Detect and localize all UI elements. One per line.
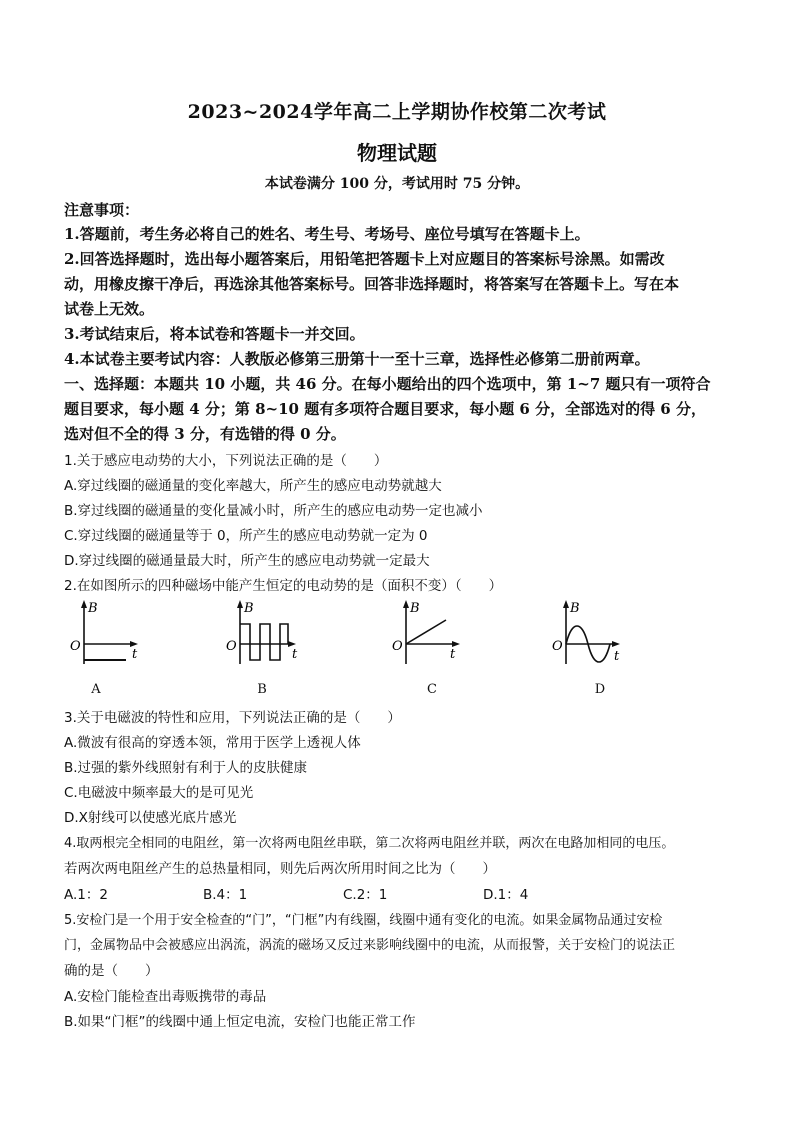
exam-subtitle: 物理试题 xyxy=(357,141,437,165)
note-2c: 试卷上无效。 xyxy=(64,300,155,318)
exam-title: 2023~2024学年高二上学期协作校第二次考试 xyxy=(187,101,607,123)
q4-option-d: D.1：4 xyxy=(483,887,529,903)
q1-option-b: B.穿过线圈的磁通量的变化量减小时，所产生的感应电动势一定也减小 xyxy=(64,503,483,519)
q3-option-b: B.过强的紫外线照射有利于人的皮肤健康 xyxy=(64,760,308,776)
q5-option-a: A.安检门能检查出毒贩携带的毒品 xyxy=(64,989,267,1005)
exam-info: 本试卷满分 100 分，考试用时 75 分钟。 xyxy=(264,176,530,192)
note-3: 3.考试结束后，将本试卷和答题卡一并交回。 xyxy=(64,325,365,343)
q3-stem: 3.关于电磁波的特性和应用，下列说法正确的是（ ） xyxy=(64,710,401,726)
graph-d-origin: O xyxy=(552,639,563,654)
notes-heading: 注意事项： xyxy=(64,201,140,219)
note-1: 1.答题前，考生务必将自己的姓名、考生号、考场号、座位号填写在答题卡上。 xyxy=(64,225,590,243)
section1-line-2: 题目要求，每小题 4 分；第 8~10 题有多项符合题目要求，每小题 6 分，全部选对的得 6 分， xyxy=(64,400,706,418)
graph-d xyxy=(544,598,634,670)
q3-option-c: C.电磁波中频率最大的是可见光 xyxy=(64,785,254,801)
graph-a-label: A xyxy=(91,682,101,697)
graph-a-origin: O xyxy=(70,639,81,654)
q5-line-1: 5.安检门是一个用于安全检查的“门”，“门框”内有线圈，线圈中通有变化的电流。如果金属物品通过安检 xyxy=(64,913,663,928)
q4-option-b: B.4：1 xyxy=(203,887,248,903)
graph-b xyxy=(218,598,308,670)
q4-option-c: C.2：1 xyxy=(343,887,388,903)
graph-a-x-label: t xyxy=(132,647,138,662)
section1-line-1: 一、选择题：本题共 10 小题，共 46 分。在每小题给出的四个选项中，第 1~7 题只有一项符合 xyxy=(64,375,711,393)
graph-b-origin: O xyxy=(226,639,237,654)
q4-option-a: A.1：2 xyxy=(64,887,108,903)
graph-c-label: C xyxy=(427,682,437,697)
q1-option-a: A.穿过线圈的磁通量的变化率越大，所产生的感应电动势就越大 xyxy=(64,478,442,494)
q1-stem: 1.关于感应电动势的大小，下列说法正确的是（ ） xyxy=(64,453,388,469)
graph-a xyxy=(62,598,152,670)
q1-option-c: C.穿过线圈的磁通量等于 0，所产生的感应电动势就一定为 0 xyxy=(64,528,428,544)
q1-option-d: D.穿过线圈的磁通量最大时，所产生的感应电动势就一定最大 xyxy=(64,553,430,569)
graph-d-label: D xyxy=(594,682,606,697)
graph-b-label: B xyxy=(257,682,267,697)
graph-b-y-label: B xyxy=(244,601,254,616)
q5-line-2: 门，金属物品中会被感应出涡流，涡流的磁场又反过来影响线圈中的电流，从而报警，关于安检门的说法正 xyxy=(64,938,676,953)
graph-d-x-label: t xyxy=(614,649,620,664)
q3-option-d: D.X射线可以使感光底片感光 xyxy=(64,810,237,826)
note-2a: 2.回答选择题时，选出每小题答案后，用铅笔把答题卡上对应题目的答案标号涂黑。如需改 xyxy=(64,250,665,268)
graph-c xyxy=(384,598,474,670)
graph-d-y-label: B xyxy=(570,601,580,616)
graph-b-x-label: t xyxy=(292,647,298,662)
q5-line-3: 确的是（ ） xyxy=(64,963,159,979)
graph-c-x-label: t xyxy=(450,647,456,662)
section1-line-3: 选对但不全的得 3 分，有选错的得 0 分。 xyxy=(64,425,346,443)
q3-option-a: A.微波有很高的穿透本领，常用于医学上透视人体 xyxy=(64,735,361,751)
graph-c-origin: O xyxy=(392,639,403,654)
q2-stem: 2.在如图所示的四种磁场中能产生恒定的电动势的是（面积不变）（ ） xyxy=(64,578,503,594)
q4-line-1: 4.取两根完全相同的电阻丝，第一次将两电阻丝串联，第二次将两电阻丝并联，两次在电路加相同的电压。 xyxy=(64,836,675,851)
q5-option-b: B.如果“门框”的线圈中通上恒定电流，安检门也能正常工作 xyxy=(64,1014,416,1030)
q4-line-2: 若两次两电阻丝产生的总热量相同，则先后两次所用时间之比为（ ） xyxy=(64,861,496,877)
note-4: 4.本试卷主要考试内容：人教版必修第三册第十一至十三章，选择性必修第二册前两章。 xyxy=(64,350,650,368)
note-2b: 动，用橡皮擦干净后，再选涂其他答案标号。回答非选择题时，将答案写在答题卡上。写在本 xyxy=(64,275,680,293)
graph-a-y-label: B xyxy=(88,601,98,616)
graph-c-y-label: B xyxy=(410,601,420,616)
